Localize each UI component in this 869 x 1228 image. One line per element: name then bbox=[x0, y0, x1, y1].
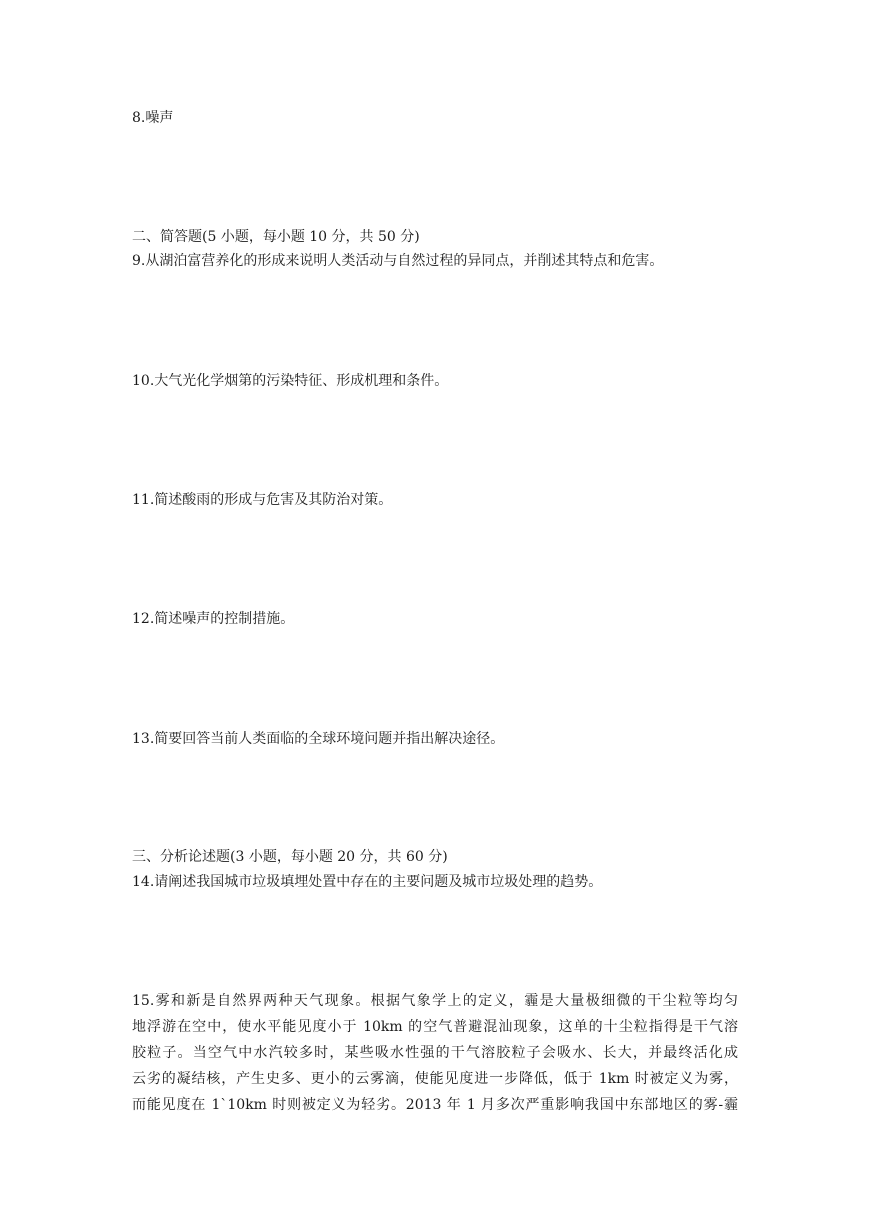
question-10: 10.大气光化学烟第的污染特征、形成机理和条件。 bbox=[132, 373, 449, 389]
question-15-line: 胶粒子。当空气中水汽较多时，某些吸水性强的干气溶胶粒子会吸水、长大，并最终活化成 bbox=[132, 1045, 738, 1061]
question-15-line: 云劣的凝结核，产生史多、更小的云雾滴，使能见度进一步降低，低于 1km 时被定义为雾， bbox=[132, 1071, 738, 1087]
question-15-line: 15.雾和新是自然界两种天气现象。根据气象学上的定义，霾是大量极细微的干尘粒等均匀 bbox=[132, 993, 738, 1009]
section-2-heading: 二、简答题(5 小题，每小题 10 分，共 50 分) bbox=[132, 229, 420, 245]
section-3-heading: 三、分析论述题(3 小题，每小题 20 分，共 60 分) bbox=[132, 849, 448, 865]
question-9: 9.从湖泊富营养化的形成来说明人类活动与自然过程的异同点，并削述其特点和危害。 bbox=[132, 253, 664, 269]
question-15-line: 地浮游在空中，使水平能见度小于 10km 的空气普避混汕现象，这单的十尘粒指得是干气溶 bbox=[132, 1019, 738, 1035]
question-11: 11.简述酸雨的形成与危害及其防治对策。 bbox=[132, 492, 393, 508]
question-15-line: 而能见度在 1`10km 时则被定义为轻劣。2013 年 1 月多次严重影响我国中东部地区的雾-霾 bbox=[132, 1097, 738, 1113]
question-12: 12.简述噪声的控制措施。 bbox=[132, 611, 295, 627]
question-8: 8.噪声 bbox=[132, 110, 174, 126]
question-14: 14.请阐述我国城市垃圾填埋处置中存在的主要问题及城市垃圾处理的趋势。 bbox=[132, 874, 603, 890]
question-13: 13.简要回答当前人类面临的全球环境问题并指出解决途径。 bbox=[132, 731, 505, 747]
question-15-paragraph bbox=[132, 988, 738, 1118]
